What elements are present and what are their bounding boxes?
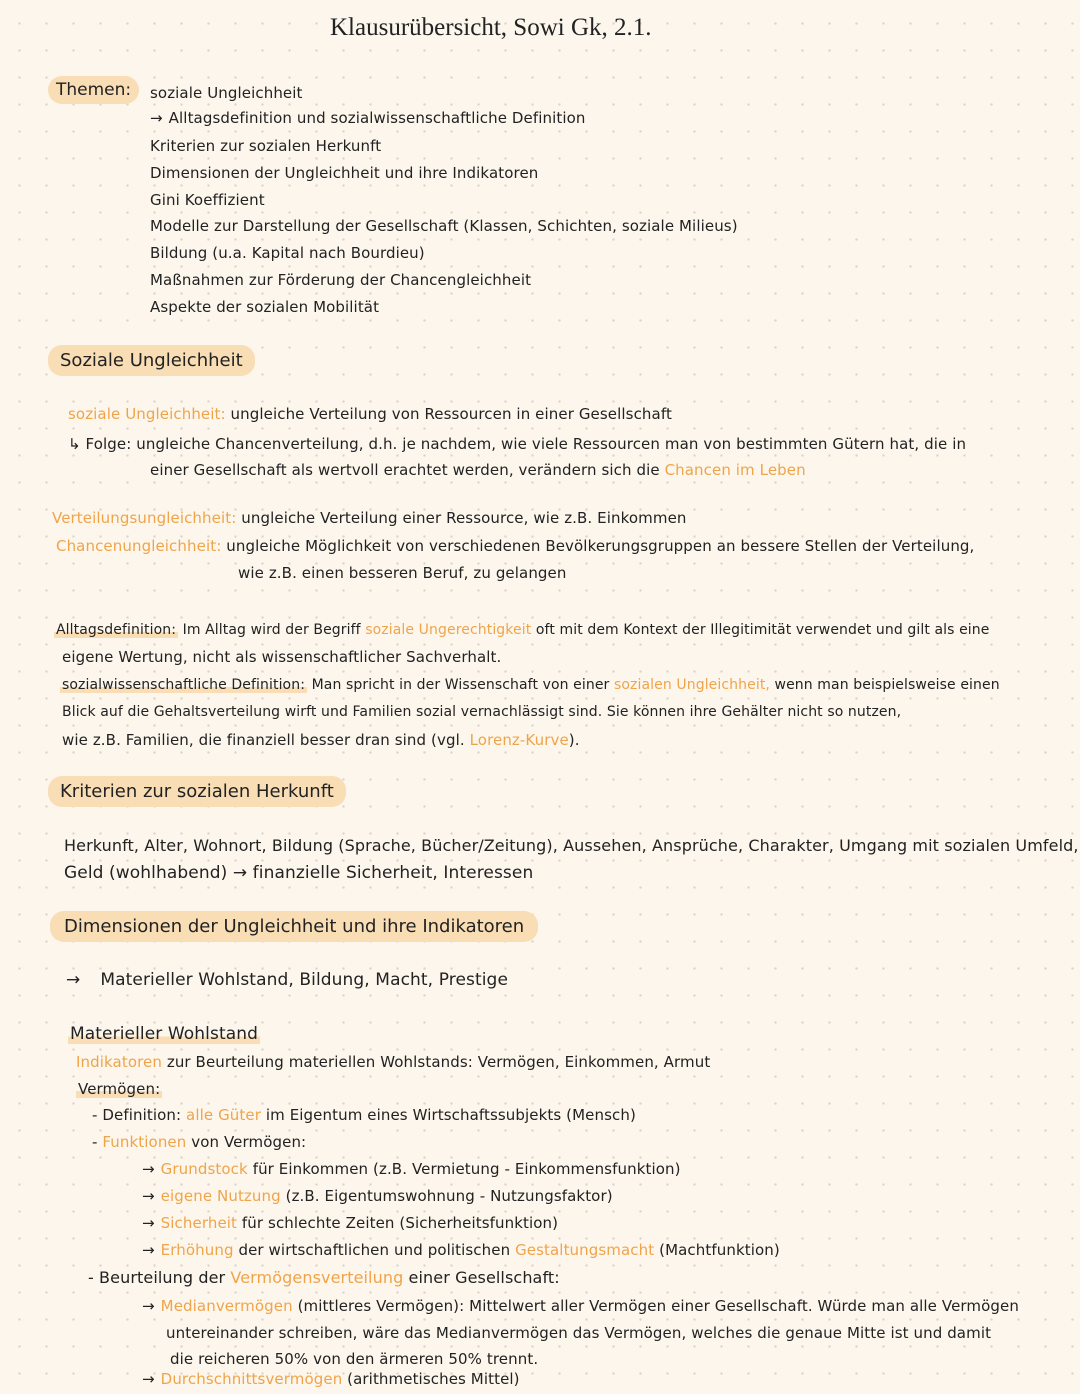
arrow-right-icon: → xyxy=(142,1370,155,1388)
themen-item-7: Bildung (u.a. Kapital nach Bourdieu) xyxy=(150,244,425,262)
themen-item-4: Dimensionen der Ungleichheit und ihre Indikatoren xyxy=(150,164,539,182)
sowi-definition-line-2: Blick auf die Gehaltsverteilung wirft und Familien sozial vernachlässigt sind. Sie können ihre Gehälter nicht so nutzen, xyxy=(62,704,902,720)
folge-line-1: ↳ Folge: ungleiche Chancenverteilung, d.h. je nachdem, wie viele Ressourcen man von bestimmten Gütern hat, die in xyxy=(68,435,967,453)
themen-label: Themen: xyxy=(48,76,139,104)
kriterien-line-2: Geld (wohlhabend) → finanzielle Sicherheit, Interessen xyxy=(64,863,534,883)
arrow-right-icon: → xyxy=(150,109,163,127)
vermoegen-label: Vermögen: xyxy=(78,1080,161,1098)
arrow-right-icon: → xyxy=(142,1187,155,1205)
medianvermoegen-line-1: → Medianvermögen (mittleres Vermögen): Mittelwert aller Vermögen einer Gesellschaft. Würde man alle Vermögen xyxy=(142,1297,1019,1315)
section-heading-soziale-ungleichheit: Soziale Ungleichheit xyxy=(48,345,255,376)
verteilungsungleichheit: Verteilungsungleichheit: ungleiche Verteilung einer Ressource, wie z.B. Einkommen xyxy=(52,509,687,527)
alltagsdefinition-line-1: Alltagsdefinition: Im Alltag wird der Begriff soziale Ungerechtigkeit oft mit dem Kontext der Illegitimität verwendet und gilt als eine xyxy=(56,622,990,638)
arrow-right-icon: → xyxy=(142,1241,155,1259)
arrow-right-icon: → xyxy=(142,1214,155,1232)
section-heading-dimensionen: Dimensionen der Ungleichheit und ihre Indikatoren xyxy=(50,911,538,942)
themen-item-5: Gini Koeffizient xyxy=(150,191,265,209)
funktion-4: → Erhöhung der wirtschaftlichen und politischen Gestaltungsmacht (Machtfunktion) xyxy=(142,1241,780,1259)
chancenungleichheit-line-1: Chancenungleichheit: ungleiche Möglichkeit von verschiedenen Bevölkerungsgruppen an bessere Stellen der Verteilung, xyxy=(56,537,975,555)
themen-item-1: soziale Ungleichheit xyxy=(150,84,303,102)
chancenungleichheit-line-2: wie z.B. einen besseren Beruf, zu gelangen xyxy=(238,564,567,582)
sowi-definition-line-3: wie z.B. Familien, die finanziell besser dran sind (vgl. Lorenz-Kurve). xyxy=(62,731,580,749)
themen-item-2: → Alltagsdefinition und sozialwissenschaftliche Definition xyxy=(150,109,586,127)
vermoegen-definition: - Definition: alle Güter im Eigentum eines Wirtschaftssubjekts (Mensch) xyxy=(92,1106,636,1124)
section-heading-kriterien: Kriterien zur sozialen Herkunft xyxy=(48,776,346,807)
folge-line-2: einer Gesellschaft als wertvoll erachtet werden, verändern sich die Chancen im Leben xyxy=(150,461,806,479)
themen-item-8: Maßnahmen zur Förderung der Chancengleichheit xyxy=(150,271,532,289)
arrow-right-icon: → xyxy=(66,970,81,990)
subheading-materieller-wohlstand: Materieller Wohlstand xyxy=(70,1024,258,1044)
sowi-definition-line-1: sozialwissenschaftliche Definition: Man spricht in der Wissenschaft von einer sozialen Ungleichheit, wenn man beispielsweise einen xyxy=(62,677,1000,693)
definition-soziale-ungleichheit: soziale Ungleichheit: ungleiche Verteilung von Ressourcen in einer Gesellschaft xyxy=(68,405,672,423)
themen-item-6: Modelle zur Darstellung der Gesellschaft (Klassen, Schichten, soziale Milieus) xyxy=(150,217,738,235)
beurteilung-line: - Beurteilung der Vermögensverteilung einer Gesellschaft: xyxy=(88,1268,560,1287)
arrow-right-icon: → xyxy=(142,1297,155,1315)
funktion-2: → eigene Nutzung (z.B. Eigentumswohnung - Nutzungsfaktor) xyxy=(142,1187,613,1205)
funktion-1: → Grundstock für Einkommen (z.B. Vermietung - Einkommensfunktion) xyxy=(142,1160,681,1178)
themen-item-9: Aspekte der sozialen Mobilität xyxy=(150,298,380,316)
kriterien-line-1: Herkunft, Alter, Wohnort, Bildung (Sprache, Bücher/Zeitung), Aussehen, Ansprüche, Charakter, Umgang mit sozialen Umfeld, xyxy=(64,836,1079,855)
durchschnittsvermoegen-line: → Durchschnittsvermögen (arithmetisches Mittel) xyxy=(142,1370,520,1388)
funktion-3: → Sicherheit für schlechte Zeiten (Sicherheitsfunktion) xyxy=(142,1214,559,1232)
medianvermoegen-line-3: die reicheren 50% von den ärmeren 50% trennt. xyxy=(170,1350,539,1368)
dimensionen-list: → Materieller Wohlstand, Bildung, Macht, Prestige xyxy=(66,970,509,990)
vermoegen-funktionen: - Funktionen von Vermögen: xyxy=(92,1133,307,1151)
page-title: Klausurübersicht, Sowi Gk, 2.1. xyxy=(330,14,652,41)
indikatoren-line: Indikatoren zur Beurteilung materiellen Wohlstands: Vermögen, Einkommen, Armut xyxy=(76,1053,711,1071)
medianvermoegen-line-2: untereinander schreiben, wäre das Medianvermögen das Vermögen, welches die genaue Mitte ist und damit xyxy=(166,1324,992,1342)
arrow-right-icon: → xyxy=(142,1160,155,1178)
alltagsdefinition-line-2: eigene Wertung, nicht als wissenschaftlicher Sachverhalt. xyxy=(62,648,502,666)
themen-item-3: Kriterien zur sozialen Herkunft xyxy=(150,137,382,155)
